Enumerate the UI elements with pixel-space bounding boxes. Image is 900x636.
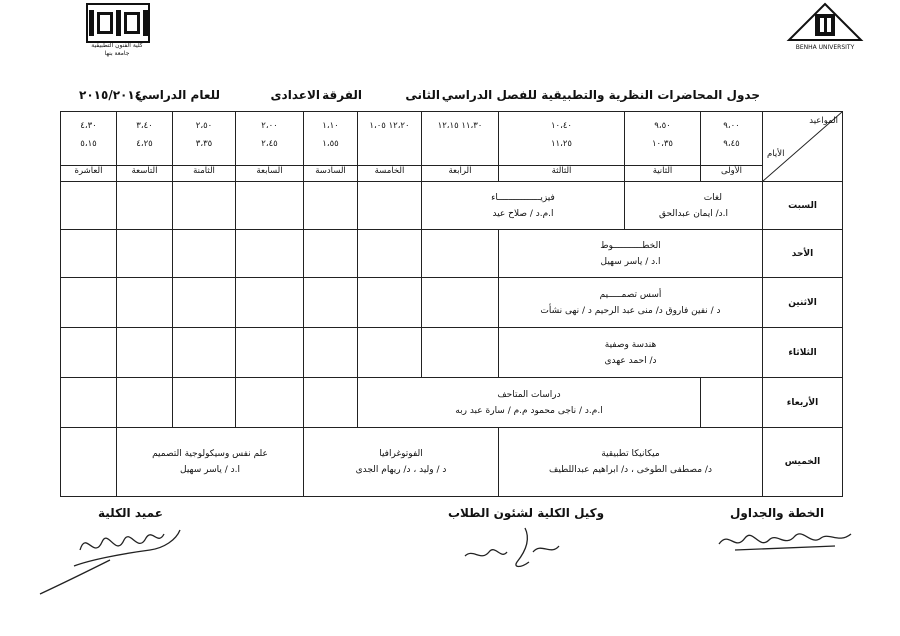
empty-cell (236, 378, 304, 428)
period-start: ٤،٣٠ (80, 121, 97, 131)
title-semester: الثانى (405, 88, 440, 102)
period-end (358, 135, 421, 153)
period-end (422, 135, 498, 153)
period-start: ٢،٠٠ (261, 121, 278, 131)
session-staff: د/ احمد عهدى (604, 355, 657, 366)
session-cell (499, 328, 763, 378)
period-name: الرابعة (448, 166, 472, 176)
title-year-value: ٢٠١٥/٢٠١٤ (79, 88, 142, 102)
empty-cell (61, 328, 117, 378)
session-subject: دراسات المتاحف (497, 389, 561, 400)
empty-cell (422, 328, 499, 378)
empty-cell (358, 278, 422, 328)
empty-cell (117, 328, 173, 378)
session-subject: ميكانيكا تطبيقية (601, 449, 660, 459)
day-saturday: السبت (763, 182, 843, 230)
day-wednesday: الأربعاء (763, 378, 843, 428)
days-label: الأيام (767, 149, 785, 159)
period-end: ٥،١٥ (80, 139, 97, 149)
schedule-title (70, 88, 760, 108)
vice-dean-signature-icon (455, 522, 565, 572)
period-name: السابعة (256, 166, 283, 176)
title-class-label: الفرقة (322, 88, 362, 102)
session-subject: الخطـــــــــــوط (600, 240, 661, 251)
period-header (358, 112, 422, 182)
session-cell (422, 182, 625, 230)
session-subject: لغات (703, 192, 722, 203)
title-main: جدول المحاضرات النظرية والتطبيقية للفصل الدراسي (441, 88, 760, 102)
session-staff: ا.د / ياسر سهيل (600, 256, 661, 267)
empty-cell (173, 378, 236, 428)
session-staff: ا.د/ ايمان عبدالحق (658, 208, 729, 219)
period-end: ٣،٣٥ (195, 139, 213, 149)
period-start: ١،١٠ (322, 121, 339, 131)
empty-cell (304, 182, 358, 230)
period-name: العاشرة (74, 166, 103, 176)
period-name: الثانية (652, 166, 673, 176)
period-start: ١١،٣٠ ١٢،١٥ (437, 121, 483, 131)
session-cell (117, 428, 304, 497)
empty-cell (61, 378, 117, 428)
period-header (499, 112, 625, 182)
empty-cell (236, 328, 304, 378)
times-label: المواعيد (809, 116, 838, 126)
empty-cell (422, 278, 499, 328)
period-end: ٢،٤٥ (261, 139, 278, 149)
empty-cell (236, 278, 304, 328)
period-start: ٩،٠٠ (723, 121, 740, 131)
empty-cell (61, 230, 117, 278)
period-start: ١٠،٤٠ (550, 121, 572, 131)
empty-cell (173, 328, 236, 378)
period-start: ١٢،٢٠ ١،٠٥ (369, 121, 410, 131)
period-header (625, 112, 701, 182)
empty-cell (304, 328, 358, 378)
signature-planning-label: الخطة والجداول (730, 506, 825, 520)
empty-cell (304, 230, 358, 278)
day-monday: الاثنين (763, 278, 843, 328)
faculty-logo-caption: كلية الفنون التطبيقية جامعة بنها (91, 42, 143, 57)
empty-cell (173, 230, 236, 278)
period-name: الثامنة (193, 166, 215, 176)
empty-cell (61, 278, 117, 328)
day-sunday: الأحد (763, 230, 843, 278)
session-staff: ا.م.د / صلاح عيد (492, 208, 554, 219)
empty-cell (701, 378, 763, 428)
session-subject: هندسة وصفية (604, 339, 657, 350)
period-header (61, 112, 117, 182)
period-header (701, 112, 763, 182)
period-name: السادسة (315, 166, 346, 176)
signature-vice-dean-label: وكيل الكلية لشئون الطلاب (448, 506, 605, 520)
empty-cell (117, 378, 173, 428)
faculty-logo (86, 3, 150, 43)
signature-dean-label: عميد الكلية (98, 506, 163, 520)
period-end: ١٠،٣٥ (651, 139, 673, 149)
period-header (117, 112, 173, 182)
empty-cell (236, 182, 304, 230)
empty-cell (358, 328, 422, 378)
period-header (304, 112, 358, 182)
university-logo (785, 0, 865, 52)
empty-cell (173, 182, 236, 230)
session-cell (358, 378, 701, 428)
schedule-table (60, 111, 843, 497)
period-start: ٣،٤٠ (136, 121, 153, 131)
empty-cell (236, 230, 304, 278)
period-header (236, 112, 304, 182)
period-name: الأولى (721, 166, 742, 176)
empty-cell (358, 182, 422, 230)
empty-cell (61, 182, 117, 230)
empty-cell (117, 230, 173, 278)
empty-cell (304, 278, 358, 328)
session-staff: د/ مصطفى الطوخى ، د/ ابراهيم عبداللطيف (549, 465, 712, 475)
empty-cell (304, 378, 358, 428)
dean-signature-icon (30, 520, 190, 600)
period-start: ٢،٥٠ (195, 121, 213, 131)
university-logo-caption: BENHA UNIVERSITY (795, 44, 855, 51)
session-staff: ا.د / ياسر سهيل (180, 465, 240, 475)
empty-cell (422, 230, 499, 278)
session-subject: علم نفس وسيكولوجية التصميم (152, 449, 268, 459)
session-subject: أسس تصمـــــيم (599, 289, 662, 300)
title-year-label: للعام الدراسي (135, 88, 220, 102)
empty-cell (61, 428, 117, 497)
planning-signature-icon (715, 522, 855, 558)
empty-cell (117, 278, 173, 328)
header-corner-cell (763, 112, 843, 182)
session-cell (304, 428, 499, 497)
session-subject: فيزيــــــــــــــــاء (491, 192, 555, 203)
period-end: ١١،٢٥ (550, 139, 572, 149)
period-header (422, 112, 499, 182)
empty-cell (358, 230, 422, 278)
title-class-value: الاعدادى (270, 88, 320, 102)
period-end: ٤،٢٥ (136, 139, 153, 149)
period-end: ٩،٤٥ (723, 139, 740, 149)
session-staff: د / نفين فاروق د/ منى عبد الرحيم د / نهى نشأت (540, 305, 721, 316)
empty-cell (173, 278, 236, 328)
session-cell (499, 278, 763, 328)
period-name: الثالثة (551, 166, 572, 176)
session-cell (499, 230, 763, 278)
period-name: الخامسة (374, 166, 405, 176)
session-subject: الفوتوغرافيا (379, 449, 423, 459)
empty-cell (117, 182, 173, 230)
day-tuesday: الثلاثاء (763, 328, 843, 378)
period-header (173, 112, 236, 182)
period-start: ٩،٥٠ (654, 121, 671, 131)
session-staff: ا.م.د / ناجى محمود م.م / سارة عبد ربه (455, 405, 603, 416)
session-staff: د / وليد ، د/ ريهام الجدى (355, 465, 447, 475)
session-cell (499, 428, 763, 497)
period-end: ١،٥٥ (322, 139, 339, 149)
day-thursday: الخميس (763, 428, 843, 497)
period-name: التاسعة (131, 166, 158, 176)
session-cell (625, 182, 763, 230)
